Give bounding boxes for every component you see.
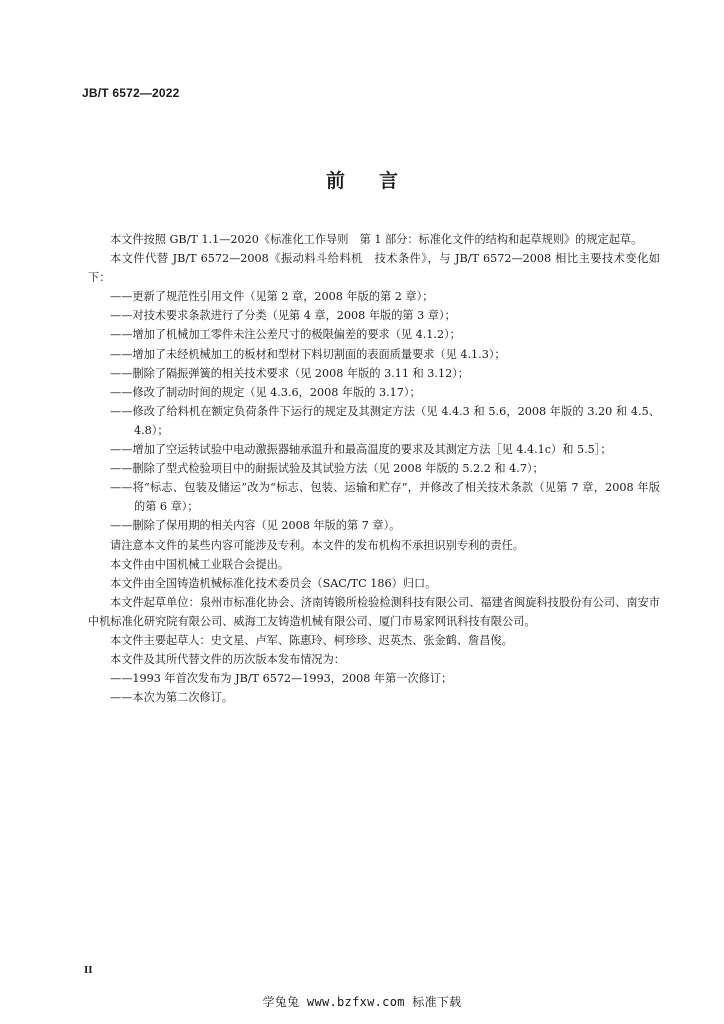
watermark-footer: 学兔兔 www.bzfxw.com 标准下载 <box>262 995 462 1009</box>
list-item: ——修改了给料机在额定负荷条件下运行的规定及其测定方法（见 4.4.3 和 5.6，2008 年版的 3.20 和 4.5、4.8）； <box>110 404 660 437</box>
list-item: ——增加了未经机械加工的板材和型材下料切割面的表面质量要求（见 4.1.3）； <box>110 347 506 361</box>
paragraph-replacement: 本文件代替 JB/T 6572—2008《振动料斗给料机 技术条件》，与 JB/T 6572—2008 相比主要技术变化如下： <box>88 252 660 285</box>
list-item: ——本次为第二次修订。 <box>110 691 234 705</box>
paragraph-proposer: 本文件由中国机械工业联合会提出。 <box>110 557 290 571</box>
paragraph-committee: 本文件由全国铸造机械标准化技术委员会（SAC/TC 186）归口。 <box>110 576 437 590</box>
foreword-body <box>88 230 660 707</box>
list-item: ——1993 年首次发布为 JB/T 6572—1993，2008 年第一次修订； <box>110 672 453 686</box>
list-item: ——更新了规范性引用文件（见第 2 章，2008 年版的第 2 章）； <box>110 290 434 304</box>
list-item: ——将“标志、包装及储运”改为“标志、包装、运输和贮存”，并修改了相关技术条款（见第 7 章，2008 年版的第 6 章）； <box>110 481 660 514</box>
paragraph-drafting-units: 本文件起草单位：泉州市标准化协会、济南铸锻所检验检测科技有限公司、福建省闽旋科技股份有公司、南安市中机标准化研究院有限公司、威海工友铸造机械有限公司、厦门市易家网讯科技有限公司。 <box>88 595 660 628</box>
list-item: ——增加了机械加工零件未注公差尺寸的极限偏差的要求（见 4.1.2）； <box>110 328 461 342</box>
list-item: ——删除了保用期的相关内容（见 2008 年版的第 7 章）。 <box>110 519 401 533</box>
paragraph-history-intro: 本文件及其所代替文件的历次版本发布情况为： <box>110 653 345 667</box>
paragraph-drafting-rules: 本文件按照 GB/T 1.1—2020《标准化工作导则 第 1 部分：标准化文件的结构和起草规则》的规定起草。 <box>110 233 643 246</box>
list-item: ——删除了隔振弹簧的相关技术要求（见 2008 年版的 3.11 和 3.12）； <box>110 366 469 380</box>
history-list <box>88 669 660 707</box>
list-item: ——增加了空运转试验中电动激振器轴承温升和最高温度的要求及其测定方法［见 4.4.1c）和 5.5］； <box>110 443 612 457</box>
paragraph-patent-notice: 请注意本文件的某些内容可能涉及专利。本文件的发布机构不承担识别专利的责任。 <box>110 538 524 552</box>
list-item: ——对技术要求条款进行了分类（见第 4 章，2008 年版的第 3 章）； <box>110 309 456 323</box>
list-item: ——删除了型式检验项目中的耐振试验及其试验方法（见 2008 年版的 5.2.2 和 4.7）； <box>110 462 544 476</box>
list-item: ——修改了制动时间的规定（见 4.3.6，2008 年版的 3.17）； <box>110 385 421 399</box>
paragraph-drafters: 本文件主要起草人：史文星、卢军、陈惠玲、柯珍珍、迟英杰、张金鹤、詹昌俊。 <box>110 633 513 647</box>
page-title: 前言 <box>325 170 432 192</box>
page-number: II <box>84 964 93 976</box>
changes-list <box>88 287 660 535</box>
standard-code: JB/T 6572—2022 <box>82 86 180 100</box>
